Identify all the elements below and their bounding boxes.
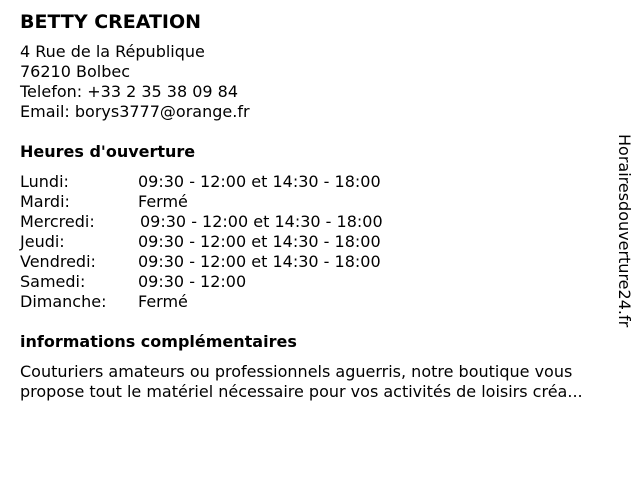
hours-row-thursday — [20, 232, 620, 252]
address-line-1: 4 Rue de la République — [20, 42, 205, 61]
hours-day: Mardi: — [20, 192, 70, 211]
address-line-2: 76210 Bolbec — [20, 62, 130, 81]
business-name: BETTY CREATION — [20, 11, 202, 33]
email-address: Email: borys3777@orange.fr — [20, 102, 250, 121]
hours-day: Jeudi: — [20, 232, 65, 251]
info-description-line-1: Couturiers amateurs ou professionnels aguerris, notre boutique vous — [20, 362, 573, 381]
business-card — [20, 10, 620, 402]
hours-time: 09:30 - 12:00 et 14:30 - 18:00 — [138, 252, 381, 271]
phone-number: Telefon: +33 2 35 38 09 84 — [20, 82, 239, 101]
hours-time: 09:30 - 12:00 — [138, 272, 247, 291]
hours-row-friday — [20, 252, 620, 272]
site-watermark: Horairesdouverture24.fr — [615, 134, 634, 328]
hours-day: Samedi: — [20, 272, 86, 291]
hours-time: 09:30 - 12:00 et 14:30 - 18:00 — [138, 172, 381, 191]
hours-row-monday — [20, 172, 620, 192]
hours-row-saturday — [20, 272, 620, 292]
hours-row-wednesday — [20, 212, 620, 232]
info-description-line-2: propose tout le matériel nécessaire pour vos activités de loisirs créa... — [20, 382, 583, 401]
hours-day: Vendredi: — [20, 252, 96, 271]
hours-time: Fermé — [138, 292, 188, 311]
hours-title: Heures d'ouverture — [20, 142, 196, 161]
hours-day: Lundi: — [20, 172, 69, 191]
hours-time: 09:30 - 12:00 et 14:30 - 18:00 — [140, 212, 383, 231]
hours-row-sunday — [20, 292, 620, 312]
info-title: informations complémentaires — [20, 332, 297, 351]
hours-table — [20, 172, 620, 312]
hours-row-tuesday — [20, 192, 620, 212]
hours-time: Fermé — [138, 192, 188, 211]
hours-time: 09:30 - 12:00 et 14:30 - 18:00 — [138, 232, 381, 251]
hours-day: Dimanche: — [20, 292, 107, 311]
hours-day: Mercredi: — [20, 212, 95, 231]
